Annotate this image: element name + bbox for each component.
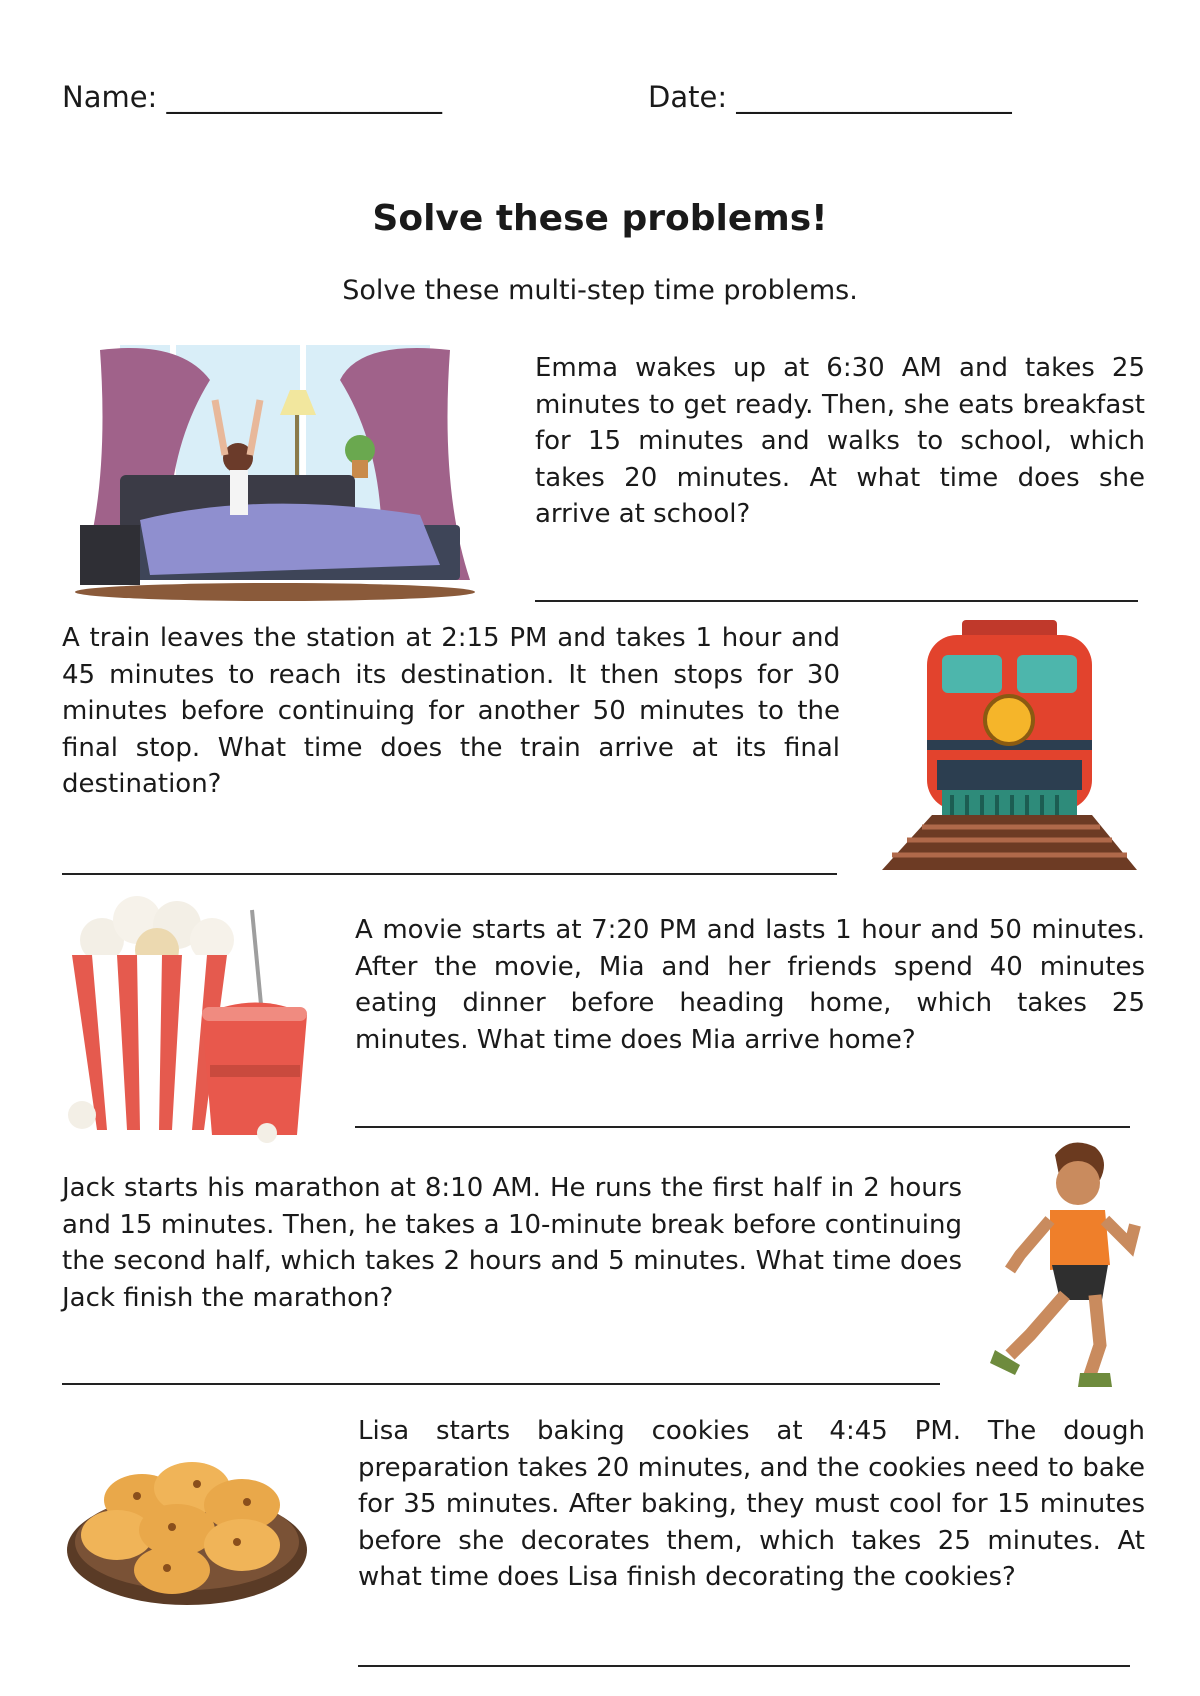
answer-line-4[interactable]: [62, 1383, 940, 1385]
answer-line-5[interactable]: [358, 1665, 1130, 1667]
cookies-illustration: [62, 1430, 312, 1615]
name-field-label: Name: ___________________: [62, 80, 443, 114]
answer-line-2[interactable]: [62, 873, 837, 875]
problem-2-text: A train leaves the station at 2:15 PM and takes 1 hour and 45 minutes to reach its destination. It then stops for 30 minutes before continuing for another 50 minutes to the final stop. What time does the train arrive at its final destination?: [62, 623, 840, 799]
date-field-label: Date: ___________________: [648, 80, 1012, 114]
answer-line-3[interactable]: [355, 1126, 1130, 1128]
answer-line-1[interactable]: [535, 600, 1138, 602]
problem-3-text: A movie starts at 7:20 PM and lasts 1 hour and 50 minutes. After the movie, Mia and her friends spend 40 minutes eating dinner before heading home, which takes 25 minutes. What time does Mia arrive home?: [355, 915, 1145, 1055]
train-illustration: [872, 615, 1147, 875]
runner-illustration: [990, 1135, 1150, 1395]
popcorn-illustration: [62, 895, 312, 1145]
page-title: Solve these problems!: [372, 198, 828, 239]
bedroom-illustration: [60, 340, 490, 605]
problem-4-text: Jack starts his marathon at 8:10 AM. He runs the first half in 2 hours and 15 minutes. Then, he takes a 10-minute break before continuing the second half, which takes 2 hours and 5 minutes. What time does Jack finish the marathon?: [62, 1173, 962, 1313]
problem-1-text: Emma wakes up at 6:30 AM and takes 25 minutes to get ready. Then, she eats breakfast for 15 minutes and walks to school, which takes 20 minutes. At what time does she arrive at school?: [535, 353, 1145, 529]
instructions: Solve these multi-step time problems.: [342, 275, 858, 306]
problem-5-text: Lisa starts baking cookies at 4:45 PM. The dough preparation takes 20 minutes, and the cookies need to bake for 35 minutes. After baking, they must cool for 15 minutes before she decorates them, which takes 25 minutes. At what time does Lisa finish decorating the cookies?: [358, 1416, 1145, 1592]
